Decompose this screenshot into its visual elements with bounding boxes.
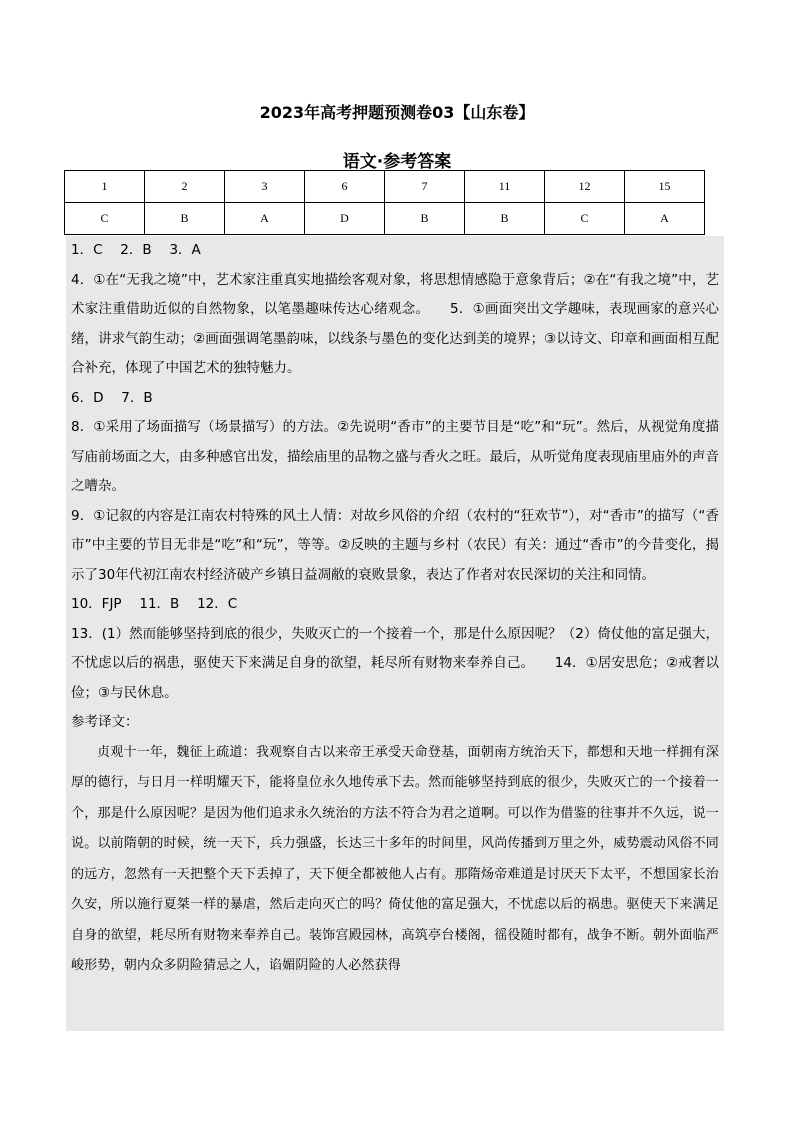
question-number-row — [65, 171, 705, 203]
answer-cell: A — [225, 203, 305, 235]
answer-table — [64, 170, 705, 235]
question-number-cell: 6 — [305, 171, 385, 203]
answer-paragraph: 9．①记叙的内容是江南农村特殊的风土人情：对故乡风俗的介绍（农村的“狂欢节”），对“香市”的描写（“香市”中主要的节目无非是“吃”和“玩”，等等。②反映的主题与乡村（农民）有关：通过“香市”的今昔变化，揭示了30年代初江南农村经济破产乡镇日益凋敝的衰败景象，表达了作者对农民深切的关注和同情。 — [71, 507, 719, 583]
answer-paragraph: 10．FJP 11．B 12．C — [71, 596, 238, 612]
answer-cell: D — [305, 203, 385, 235]
answer-row — [65, 203, 705, 235]
answer-cell: C — [65, 203, 145, 235]
answer-paragraph: 4．①在“无我之境”中，艺术家注重真实地描绘客观对象，将思想情感隐于意象背后；②在“有我之境”中，艺术家注重借助近似的自然物象，以笔墨趣味传达心绪观念。 5．①画面突出文学趣味，表现画家的意兴心绪，讲求气韵生动；②画面强调笔墨韵味，以线条与墨色的变化达到美的境界；③以诗文、印章和画面相互配合补充，体现了中国艺术的独特魅力。 — [71, 271, 719, 376]
answer-cell: A — [625, 203, 705, 235]
question-number-cell: 15 — [625, 171, 705, 203]
answer-paragraph: 6．D 7．B — [71, 389, 153, 406]
question-number-cell: 2 — [145, 171, 225, 203]
reference-heading: 参考译文： — [71, 714, 139, 730]
question-number-cell: 12 — [545, 171, 625, 203]
answer-paragraph: 1．C 2．B 3．A — [71, 242, 201, 258]
answer-cell: B — [145, 203, 225, 235]
page-subtitle: 语文·参考答案 — [342, 152, 452, 172]
question-number-cell: 3 — [225, 171, 305, 203]
answer-content — [66, 236, 724, 1031]
answer-paragraph: 13．(1）然而能够坚持到底的很少，失败灭亡的一个接着一个，那是什么原因呢？（2）倚仗他的富足强大，不忧虑以后的祸患，驱使天下来满足自身的欲望，耗尽所有财物来奉养自己。 14．①居安思危；②戒奢以俭；③与民休息。 — [71, 625, 719, 701]
answer-paragraph: 8．①采用了场面描写（场景描写）的方法。②先说明“香市”的主要节目是“吃”和“玩”。然后，从视觉角度描写庙前场面之大，由多种感官出发，描绘庙里的品物之盛与香火之旺。最后，从听觉角度表现庙里庙外的声音之嘈杂。 — [71, 419, 719, 494]
question-number-cell: 7 — [385, 171, 465, 203]
answer-cell: B — [465, 203, 545, 235]
page-title: 2023年高考押题预测卷03【山东卷】 — [259, 103, 535, 122]
reference-translation: 贞观十一年，魏征上疏道：我观察自古以来帝王承受天命登基，面朝南方统治天下，都想和天地一样拥有深厚的德行，与日月一样明耀天下，能将皇位永久地传承下去。然而能够坚持到底的很少，失败灭亡的一个接着一个，那是什么原因呢？是因为他们追求永久统治的方法不符合为君之道啊。可以作为借鉴的往事并不久远，说一说。以前隋朝的时候，统一天下，兵力强盛，长达三十多年的时间里，风尚传播到万里之外，威势震动风俗不同的远方，忽然有一天把整个天下丢掉了，天下便全都被他人占有。那隋炀帝难道是讨厌天下太平，不想国家长治久安，所以施行夏桀一样的暴虐，然后走向灭亡的吗？倚仗他的富足强大，不忧虑以后的祸患。驱使天下来满足自身的欲望，耗尽所有财物来奉养自己。装饰宫殿园林，高筑亭台楼阁，徭役随时都有，战争不断。朝外面临严峻形势，朝内众多阴险猜忌之人，谄媚阴险的人必然获得 — [71, 744, 719, 973]
question-number-cell: 1 — [65, 171, 145, 203]
answer-cell: B — [385, 203, 465, 235]
answer-cell: C — [545, 203, 625, 235]
question-number-cell: 11 — [465, 171, 545, 203]
